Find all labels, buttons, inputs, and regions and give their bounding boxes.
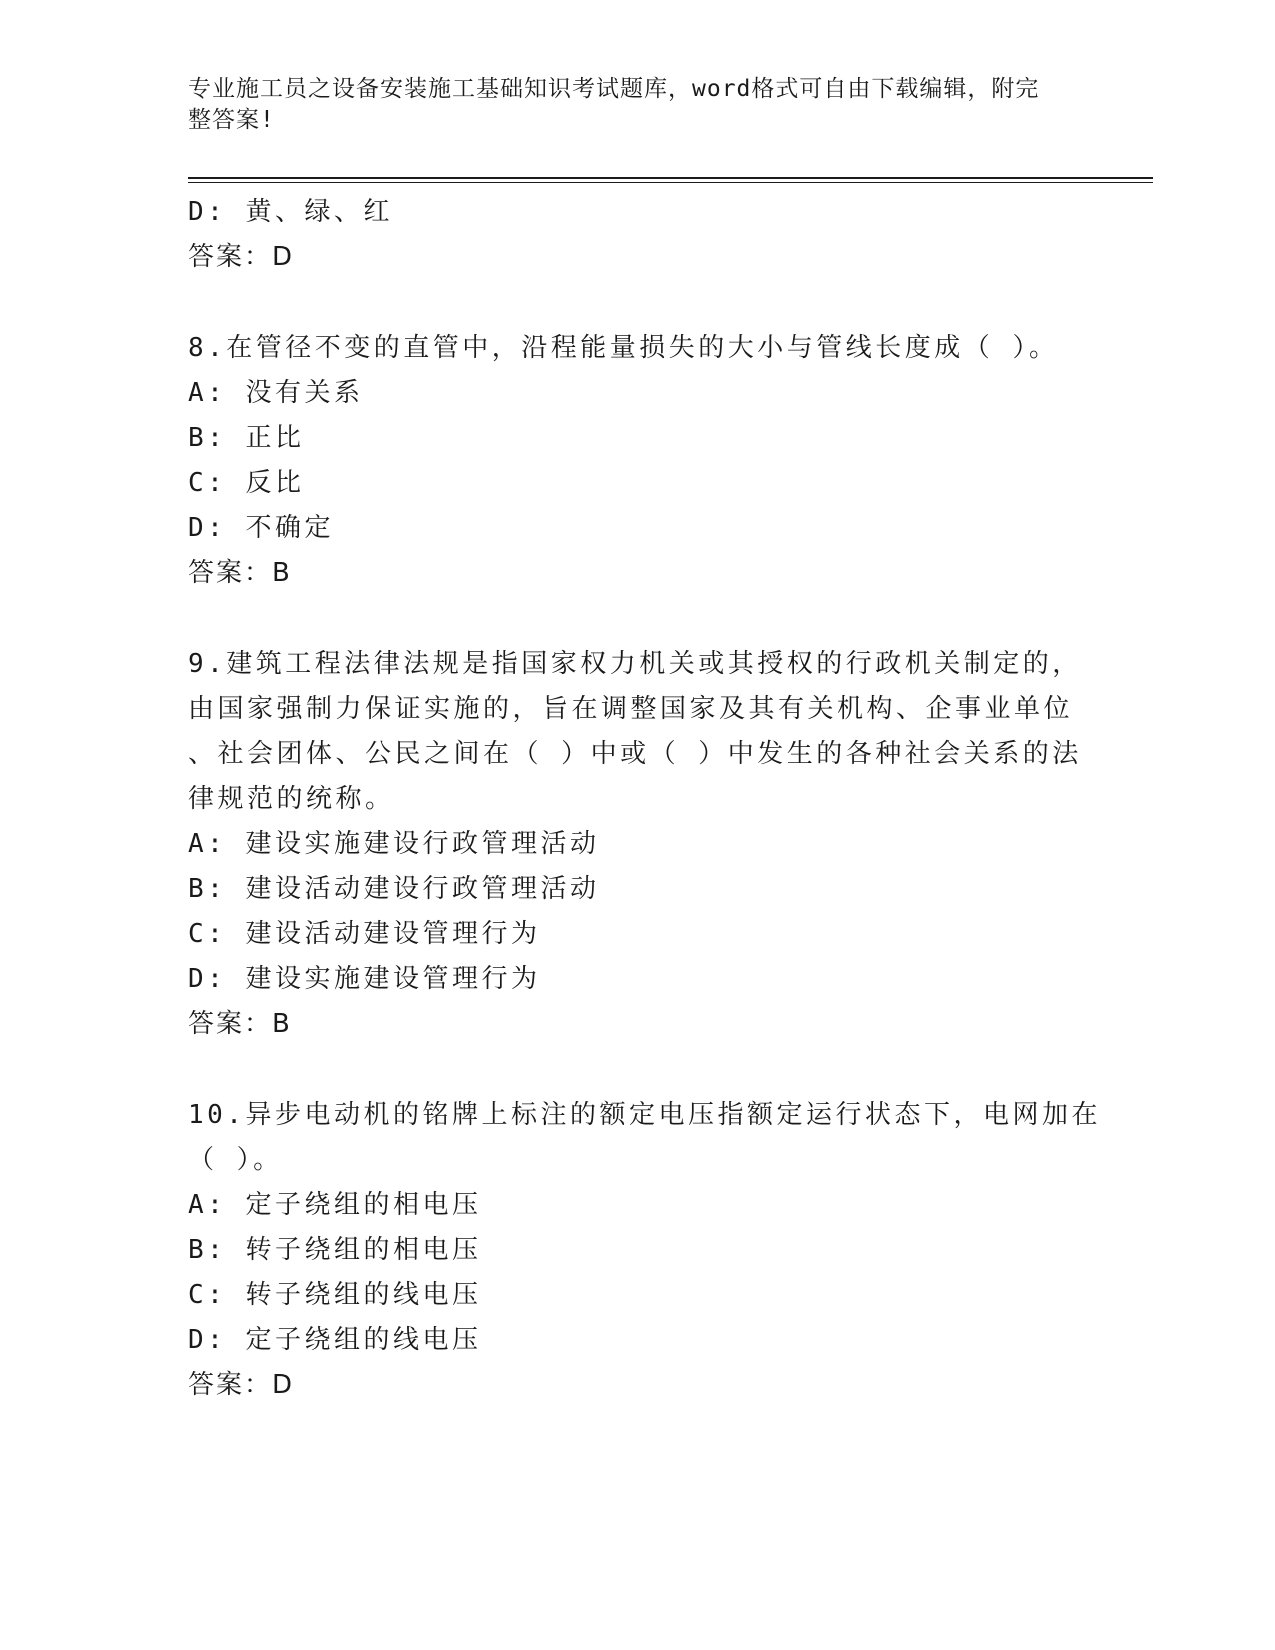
option-d: D: 定子绕组的线电压: [188, 1325, 482, 1355]
answer: 答案：B: [188, 558, 292, 588]
option-c: C: 反比: [188, 468, 305, 498]
option-a: A: 定子绕组的相电压: [188, 1190, 482, 1220]
prev-answer: 答案：D: [188, 242, 295, 272]
spacer: [188, 596, 1088, 642]
question-stem-line: 10.异步电动机的铭牌上标注的额定电压指额定运行状态下，电网加在: [188, 1100, 1101, 1130]
question-9: [188, 642, 1088, 1047]
option-c: C: 转子绕组的线电压: [188, 1280, 482, 1310]
spacer: [188, 280, 1088, 326]
question-stem-line: 9.建筑工程法律法规是指国家权力机关或其授权的行政机关制定的，: [188, 649, 1082, 679]
question-8: [188, 326, 1088, 596]
question-stem-line: 律规范的统称。: [188, 784, 395, 814]
question-list: [188, 190, 1101, 1408]
header-line-1: 专业施工员之设备安装施工基础知识考试题库，word格式可自由下载编辑，附完: [188, 76, 1040, 102]
header-line-2: 整答案!: [188, 107, 275, 133]
option-c: C: 建设活动建设管理行为: [188, 919, 541, 949]
header-divider-thin: [188, 182, 1153, 183]
answer: 答案：D: [188, 1370, 295, 1400]
document-header: [188, 74, 1068, 136]
question-10: [188, 1093, 1101, 1408]
spacer: [188, 1047, 1088, 1093]
prev-option-d: D: 黄、绿、红: [188, 197, 393, 227]
question-stem-line: （ ）。: [188, 1145, 283, 1175]
option-d: D: 不确定: [188, 513, 334, 543]
option-b: B: 建设活动建设行政管理活动: [188, 874, 600, 904]
question-stem-line: 、社会团体、公民之间在（ ）中或（ ）中发生的各种社会关系的法: [188, 739, 1082, 769]
header-divider-thick: [188, 177, 1153, 179]
question-stem-line: 由国家强制力保证实施的，旨在调整国家及其有关机构、企事业单位: [188, 694, 1074, 724]
option-b: B: 转子绕组的相电压: [188, 1235, 482, 1265]
option-a: A: 建设实施建设行政管理活动: [188, 829, 600, 859]
option-b: B: 正比: [188, 423, 305, 453]
answer: 答案：B: [188, 1009, 292, 1039]
option-a: A: 没有关系: [188, 378, 364, 408]
question-stem-line: 8.在管径不变的直管中，沿程能量损失的大小与管线长度成（ ）。: [188, 333, 1059, 363]
option-d: D: 建设实施建设管理行为: [188, 964, 541, 994]
